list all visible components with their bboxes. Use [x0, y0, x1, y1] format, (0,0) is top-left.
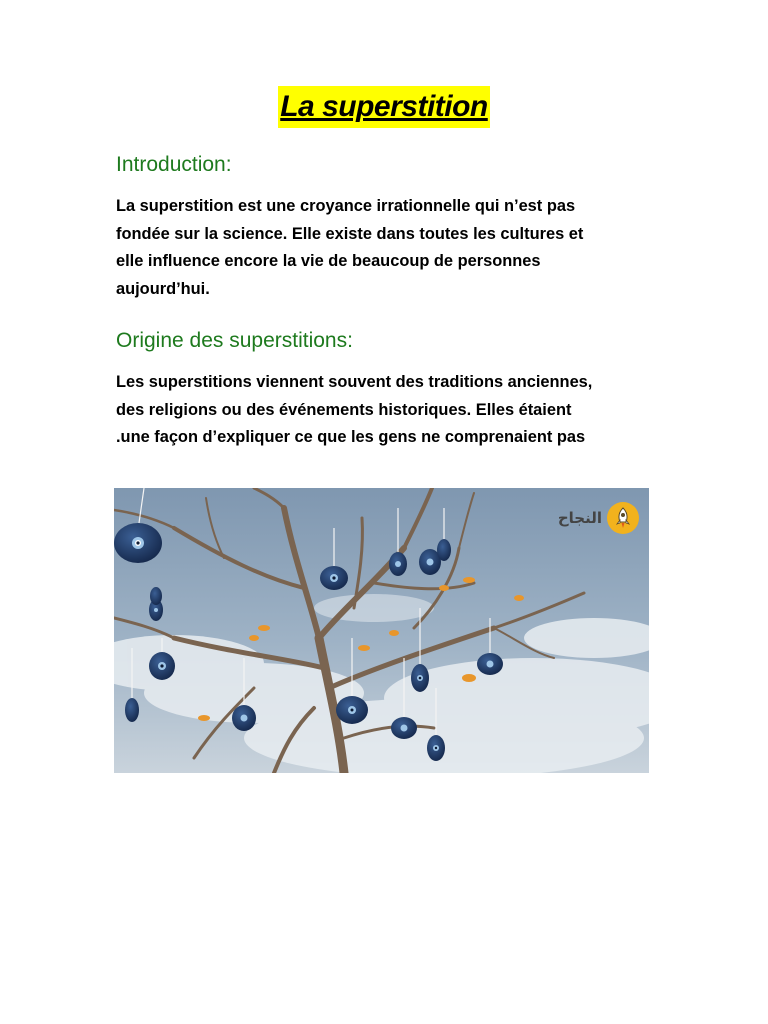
paragraph-line: aujourd’hui. — [116, 279, 210, 298]
section-heading-origine: Origine des superstitions: — [116, 329, 353, 352]
paragraph-line: .une façon d’expliquer ce que les gens ne comprenaient pas — [116, 428, 586, 446]
evil-eye-tree-photo — [114, 488, 649, 773]
title-container — [0, 86, 768, 128]
paragraph-line: Les superstitions viennent souvent des traditions anciennes, — [116, 373, 593, 391]
page-title: La superstition — [278, 86, 490, 128]
origine-paragraph — [116, 369, 656, 452]
paragraph-line: des religions ou des événements historiques. Elles étaient — [116, 400, 572, 419]
paragraph-line: fondée sur la science. Elle existe dans toutes les cultures et — [116, 224, 584, 243]
section-heading-introduction: Introduction: — [116, 153, 232, 176]
paragraph-line: La superstition est une croyance irrationnelle qui n’est pas — [116, 197, 576, 215]
logo — [558, 502, 639, 534]
paragraph-line: elle influence encore la vie de beaucoup de personnes — [116, 252, 541, 270]
introduction-paragraph — [116, 193, 656, 303]
logo-text: النجاح — [557, 509, 602, 527]
rocket-icon — [607, 502, 639, 534]
